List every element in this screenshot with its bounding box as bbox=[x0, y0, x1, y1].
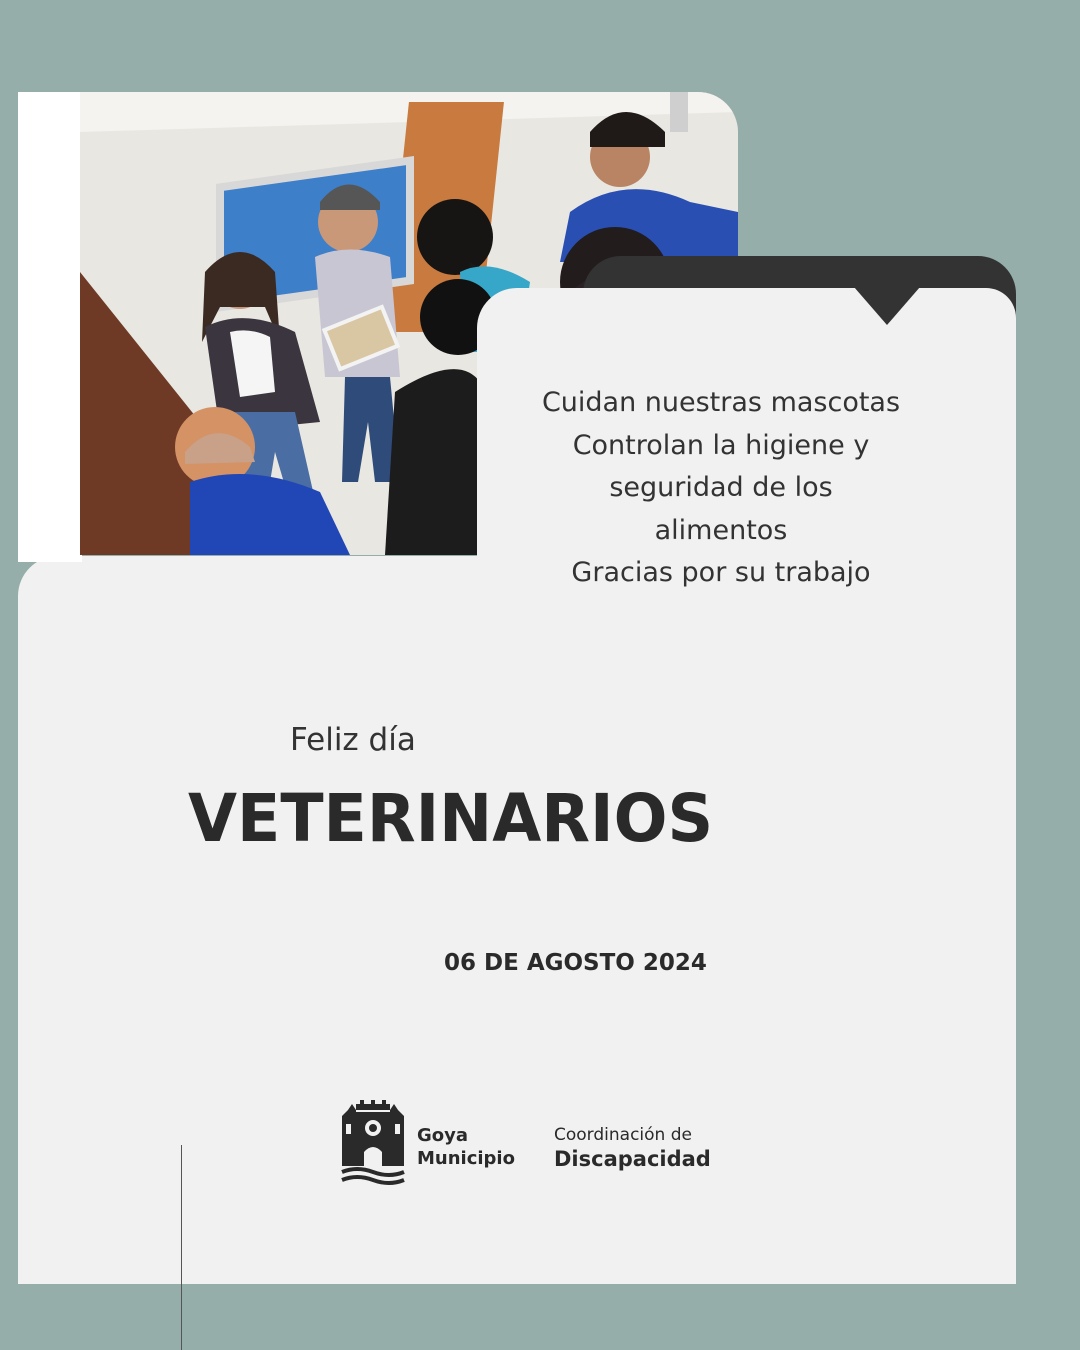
goya-municipio-logo-text bbox=[417, 1124, 515, 1170]
logo-coordinacion-line1: Coordinación de bbox=[554, 1125, 692, 1145]
message-line: seguridad de los bbox=[609, 472, 833, 503]
date-text: 06 DE AGOSTO 2024 bbox=[444, 950, 707, 976]
main-card bbox=[18, 556, 1016, 1284]
message-line: alimentos bbox=[654, 514, 788, 546]
message-line: Cuidan nuestras mascotas bbox=[541, 387, 901, 418]
logo-goya-line2: Municipio bbox=[417, 1148, 515, 1169]
logo-goya-line1: Goya bbox=[417, 1125, 469, 1146]
goya-municipio-logo-icon bbox=[340, 1096, 406, 1188]
vertical-divider-line bbox=[181, 1145, 182, 1350]
message-line: Controlan la higiene y bbox=[572, 429, 870, 461]
headline-title: VETERINARIOS bbox=[188, 780, 714, 857]
message-text bbox=[500, 382, 942, 595]
white-accent-strip bbox=[18, 92, 82, 562]
coordinacion-logo-text bbox=[554, 1124, 711, 1172]
greeting-text: Feliz día bbox=[290, 722, 416, 758]
logo-coordinacion-line2: Discapacidad bbox=[554, 1147, 711, 1171]
message-line: Gracias por su trabajo bbox=[571, 557, 871, 588]
notch-arrow-decoration bbox=[854, 287, 920, 325]
